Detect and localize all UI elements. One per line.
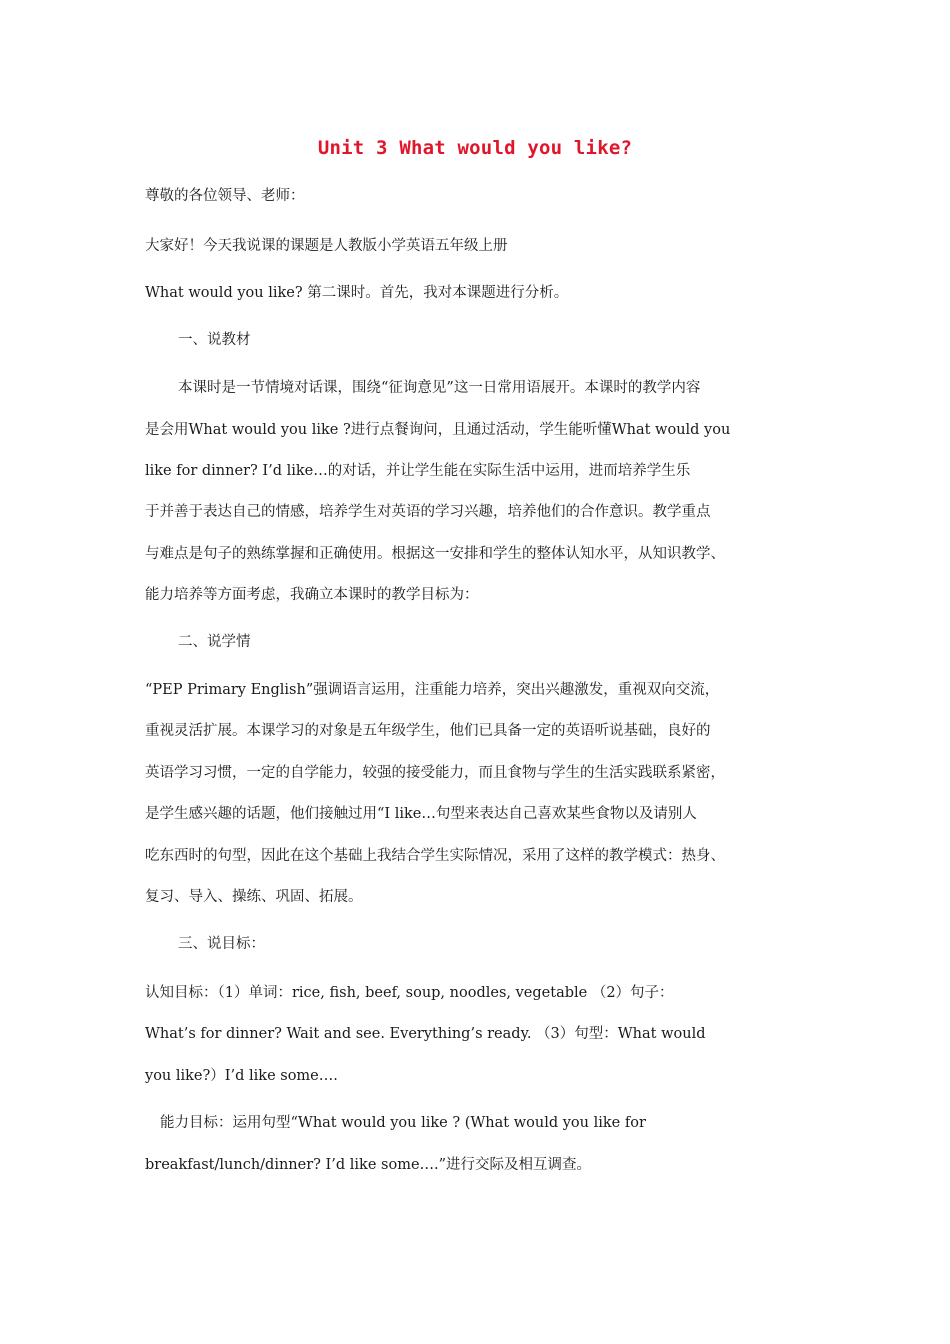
paragraph-line: 与难点是句子的熟练掌握和正确使用。根据这一安排和学生的整体认知水平，从知识教学、 xyxy=(145,546,725,562)
paragraph-line: What’s for dinner? Wait and see. Everything’s ready. （3）句型：What would xyxy=(145,1026,706,1042)
paragraph-line: “PEP Primary English”强调语言运用，注重能力培养，突出兴趣激发，重视双向交流， xyxy=(145,682,720,698)
paragraph-line: 英语学习习惯，一定的自学能力，较强的接受能力，而且食物与学生的生活实践联系紧密， xyxy=(145,765,725,781)
paragraph-line: 是会用What would you like ?进行点餐询问，且通过活动，学生能听懂What would you xyxy=(145,422,731,438)
paragraph-line: you like?）I’d like some…. xyxy=(145,1068,338,1084)
greeting-line: 尊敬的各位领导、老师： xyxy=(145,188,305,204)
paragraph-line: 重视灵活扩展。本课学习的对象是五年级学生，他们已具备一定的英语听说基础，良好的 xyxy=(145,723,711,739)
paragraph-line: like for dinner? I’d like…的对话，并让学生能在实际生活中运用，进而培养学生乐 xyxy=(145,463,691,479)
paragraph-line: 认知目标：（1）单词：rice, fish, beef, soup, noodles, vegetable （2）句子： xyxy=(145,985,674,1001)
paragraph-line: 能力培养等方面考虑，我确立本课时的教学目标为： xyxy=(145,587,479,603)
section-heading-goals: 三、说目标： xyxy=(178,936,265,952)
intro-line-2: What would you like? 第二课时。首先，我对本课题进行分析。 xyxy=(145,285,569,301)
paragraph-line: breakfast/lunch/dinner? I’d like some….”进行交际及相互调查。 xyxy=(145,1157,592,1173)
paragraph-line: 复习、导入、操练、巩固、拓展。 xyxy=(145,889,363,905)
section-heading-students: 二、说学情 xyxy=(178,634,251,650)
paragraph-line: 是学生感兴趣的话题，他们接触过用“I like…句型来表达自己喜欢某些食物以及请别人 xyxy=(145,806,697,822)
paragraph-line: 能力目标：运用句型“What would you like ? (What would you like for xyxy=(160,1115,646,1131)
paragraph-line: 本课时是一节情境对话课，围绕“征询意见”这一日常用语展开。本课时的教学内容 xyxy=(178,380,701,396)
document-title: Unit 3 What would you like? xyxy=(317,137,633,159)
paragraph-line: 于并善于表达自己的情感，培养学生对英语的学习兴趣，培养他们的合作意识。教学重点 xyxy=(145,504,711,520)
section-heading-materials: 一、说教材 xyxy=(178,332,251,348)
intro-line-1: 大家好！今天我说课的课题是人教版小学英语五年级上册 xyxy=(145,238,508,254)
paragraph-line: 吃东西时的句型，因此在这个基础上我结合学生实际情况，采用了这样的教学模式：热身、 xyxy=(145,848,725,864)
